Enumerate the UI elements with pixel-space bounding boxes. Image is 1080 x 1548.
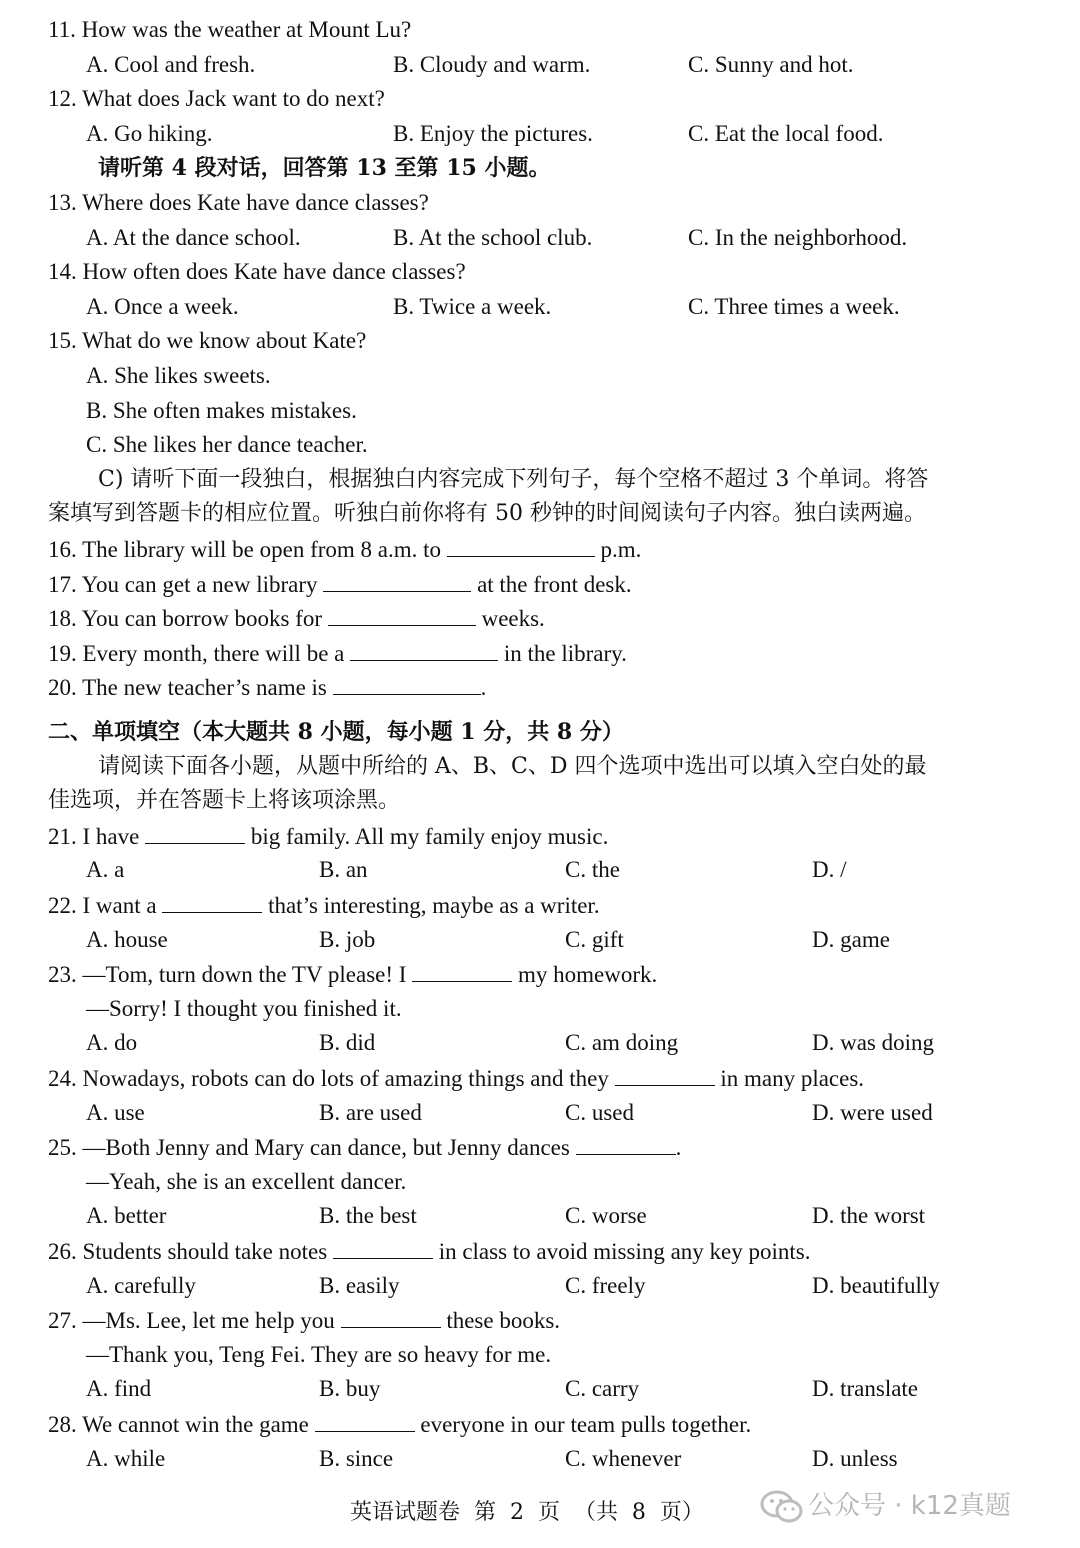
answer-option: C. the [565, 857, 620, 883]
answer-option: A. while [86, 1445, 166, 1471]
question-text: 26. Students should take notes [48, 1239, 333, 1264]
answer-option: B. did [319, 1030, 376, 1056]
dialog-line: —Yeah, she is an excellent dancer. [86, 1168, 407, 1194]
question-stem: 14. How often does Kate have dance classes? [48, 259, 466, 285]
fill-question [48, 603, 545, 634]
question-stem: 15. What do we know about Kate? [48, 328, 367, 354]
mc-question [48, 1305, 560, 1336]
answer-option: B. are used [319, 1099, 422, 1125]
answer-option: B. Enjoy the pictures. [393, 120, 593, 146]
question-text: 19. Every month, there will be a [48, 640, 351, 666]
answer-option: A. a [86, 857, 125, 883]
answer-option: B. an [319, 857, 368, 883]
answer-option: D. game [812, 926, 890, 952]
section-title: 二、单项填空（本大题共 8 小题，每小题 1 分，共 8 分） [48, 719, 624, 745]
question-text: 24. Nowadays, robots can do lots of amazing things and they [48, 1066, 615, 1091]
question-text: 21. I have [48, 823, 146, 849]
mc-question [48, 890, 600, 921]
answer-option: C. whenever [565, 1445, 682, 1471]
answer-option: C. used [565, 1099, 634, 1125]
answer-blank [162, 890, 262, 913]
question-text: . [675, 1135, 682, 1161]
answer-blank [333, 672, 481, 695]
question-text: 22. I want a [48, 893, 163, 918]
question-stem: 12. What does Jack want to do next? [48, 86, 385, 112]
answer-option: A. use [86, 1099, 145, 1125]
answer-option: A. Go hiking. [86, 120, 213, 146]
answer-option: C. Sunny and hot. [688, 51, 854, 77]
answer-option: C. She likes her dance teacher. [86, 432, 368, 458]
answer-option: C. worse [565, 1203, 647, 1229]
answer-option: B. She often makes mistakes. [86, 397, 357, 423]
answer-option: A. better [86, 1203, 167, 1229]
question-text: that’s interesting, maybe as a writer. [262, 893, 600, 918]
dialog-line: —Thank you, Teng Fei. They are so heavy for me. [86, 1341, 552, 1367]
question-stem: 13. Where does Kate have dance classes? [48, 190, 429, 215]
answer-option: B. job [319, 926, 376, 952]
answer-option: C. am doing [565, 1030, 679, 1056]
answer-option: D. unless [812, 1445, 898, 1471]
mc-question [48, 1236, 811, 1267]
answer-option: C. carry [565, 1376, 640, 1402]
question-text: 17. You can get a new library [48, 571, 324, 597]
answer-option: C. freely [565, 1272, 646, 1298]
mc-question [48, 959, 657, 990]
answer-option: D. beautifully [812, 1272, 940, 1298]
section-instruction: C) 请听下面一段独白，根据独白内容完成下列句子，每个空格不超过 3 个单词。将答 [98, 466, 929, 492]
question-text: in many places. [714, 1066, 865, 1091]
answer-option: B. buy [319, 1376, 381, 1402]
answer-option: A. She likes sweets. [86, 363, 271, 388]
answer-option: C. gift [565, 926, 624, 952]
question-stem: 11. How was the weather at Mount Lu? [48, 17, 412, 42]
section-instruction: 请阅读下面各小题，从题中所给的 A、B、C、D 四个选项中选出可以填入空白处的最 [98, 753, 927, 779]
mc-question [48, 1063, 864, 1094]
answer-option: A. carefully [86, 1272, 196, 1298]
mc-question [48, 1409, 751, 1440]
question-text: in the library. [498, 640, 627, 666]
answer-option: A. At the dance school. [86, 224, 301, 250]
section-instruction: 佳选项，并在答题卡上将该项涂黑。 [48, 788, 401, 814]
answer-option: B. Twice a week. [393, 293, 552, 319]
question-text: . [480, 675, 487, 701]
answer-blank [615, 1063, 715, 1086]
answer-option: C. In the neighborhood. [688, 224, 908, 250]
question-text: in class to avoid missing any key points. [432, 1239, 811, 1264]
answer-option: D. translate [812, 1376, 919, 1402]
answer-option: C. Eat the local food. [688, 120, 884, 146]
answer-option: B. Cloudy and warm. [393, 51, 591, 77]
answer-option: B. easily [319, 1272, 400, 1298]
fill-question [48, 638, 627, 669]
answer-option: C. Three times a week. [688, 293, 900, 319]
question-text: big family. All my family enjoy music. [245, 823, 609, 849]
page-footer: 英语试题卷 第 2 页 （共 8 页） [350, 1500, 704, 1525]
question-text: everyone in our team pulls together. [414, 1412, 752, 1437]
answer-blank [323, 569, 471, 592]
answer-blank [412, 959, 512, 982]
answer-option: B. At the school club. [393, 224, 593, 250]
mc-question [48, 1132, 681, 1163]
answer-option: B. the best [319, 1203, 417, 1229]
question-text: weeks. [475, 606, 545, 632]
answer-option: D. were used [812, 1099, 933, 1125]
question-text: 18. You can borrow books for [48, 606, 328, 632]
answer-blank [341, 1305, 441, 1328]
question-text: 20. The new teacher’s name is [48, 675, 333, 701]
answer-blank [328, 603, 476, 626]
answer-blank [333, 1236, 433, 1259]
fill-question [48, 672, 486, 703]
answer-option: D. the worst [812, 1203, 926, 1229]
answer-blank [350, 638, 498, 661]
fill-question [48, 569, 632, 600]
dialog-line: —Sorry! I thought you finished it. [86, 995, 402, 1021]
question-text: 27. —Ms. Lee, let me help you [48, 1308, 341, 1334]
answer-option: A. find [86, 1376, 152, 1402]
watermark-text: 公众号 · k12真题 [808, 1491, 1011, 1521]
answer-option: A. Once a week. [86, 293, 239, 319]
answer-blank [447, 534, 595, 557]
answer-blank [145, 821, 245, 844]
wechat-icon [760, 1490, 804, 1524]
question-text: these books. [440, 1308, 561, 1334]
question-text: at the front desk. [471, 571, 632, 597]
question-text: 25. —Both Jenny and Mary can dance, but Jenny dances [48, 1135, 576, 1161]
mc-question [48, 821, 608, 852]
answer-option: D. / [812, 857, 847, 883]
question-text: 28. We cannot win the game [48, 1412, 315, 1437]
answer-blank [576, 1132, 676, 1155]
answer-option: A. Cool and fresh. [86, 51, 256, 77]
answer-option: D. was doing [812, 1030, 935, 1056]
fill-question [48, 534, 641, 565]
answer-blank [315, 1409, 415, 1432]
answer-option: B. since [319, 1445, 394, 1471]
section-instruction: 请听第 4 段对话，回答第 13 至第 15 小题。 [98, 155, 551, 182]
question-text: p.m. [594, 537, 642, 562]
answer-option: A. do [86, 1030, 138, 1056]
question-text: my homework. [512, 962, 658, 988]
section-instruction: 案填写到答题卡的相应位置。听独白前你将有 50 秒钟的时间阅读句子内容。独白读两遍。 [48, 501, 926, 527]
question-text: 23. —Tom, turn down the TV please! I [48, 962, 413, 988]
question-text: 16. The library will be open from 8 a.m. to [48, 537, 447, 562]
answer-option: A. house [86, 926, 168, 952]
